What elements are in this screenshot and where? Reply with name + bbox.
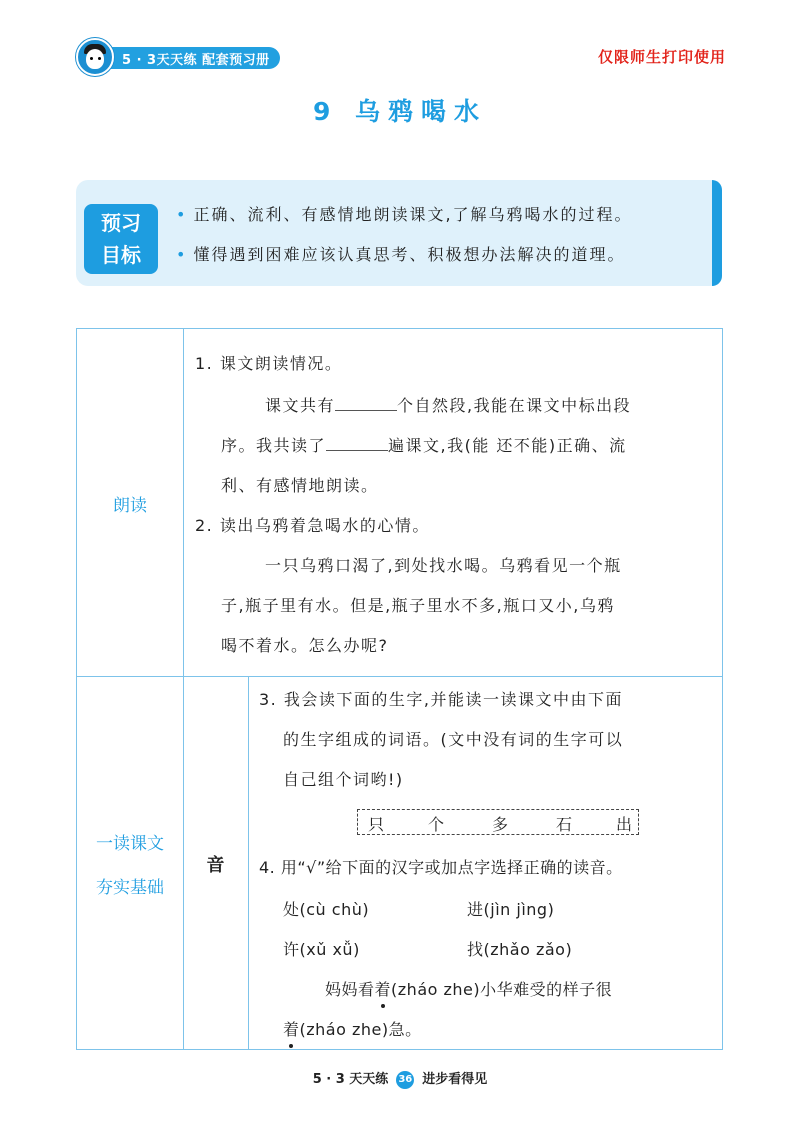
emphasis-char: 着 <box>374 980 392 999</box>
emphasis-char: 着 <box>283 1020 300 1039</box>
new-character: 石 <box>556 815 573 834</box>
column-divider <box>183 329 184 1049</box>
question-3-line-3: 自己组个词哟!) <box>283 770 404 789</box>
section-label-reading: 朗读 <box>113 496 147 516</box>
question-1-title: 1. 课文朗读情况。 <box>195 354 343 373</box>
character-box <box>357 809 639 835</box>
section-label-basics-2: 夯实基础 <box>96 878 164 898</box>
print-notice: 仅限师生打印使用 <box>597 48 726 66</box>
footer-slogan: 进步看得见 <box>422 1072 488 1087</box>
pinyin-choice: 进(jìn jìng) <box>467 900 555 919</box>
row-divider <box>77 676 722 677</box>
pinyin-choice: 找(zhǎo zǎo) <box>467 940 573 959</box>
passage-line: 一只乌鸦口渴了,到处找水喝。乌鸦看见一个瓶 <box>265 556 622 575</box>
lesson-title: 9 乌鸦喝水 <box>312 97 488 126</box>
new-character: 个 <box>428 815 445 834</box>
pinyin-options[interactable]: (zháo zhe)急。 <box>299 1020 422 1039</box>
goal-item <box>176 202 633 225</box>
preview-goals-box <box>76 180 722 286</box>
question-1-line-2: 序。我共读了 遍课文,我(能 还不能)正确、流 <box>221 436 627 455</box>
pinyin-choice: 处(cù chù) <box>283 900 370 919</box>
goal-item-text: 正确、流利、有感情地朗读课文,了解乌鸦喝水的过程。 <box>193 205 633 224</box>
goals-edge-decoration <box>712 180 722 286</box>
sentence-line-2 <box>283 1017 422 1040</box>
header-badge <box>76 38 282 76</box>
page-footer <box>0 1068 800 1089</box>
sentence-line-1: 妈妈看着(zháo zhe)小华难受的样子很 <box>325 980 613 999</box>
new-character: 出 <box>616 815 633 834</box>
pinyin-options[interactable]: (zháo zhe)小华难受的样子很 <box>391 980 613 999</box>
page-number: 36 <box>396 1071 414 1089</box>
mascot-avatar-icon <box>76 38 114 76</box>
pinyin-options[interactable]: (jìn jìng) <box>483 900 555 919</box>
header-series-title: 5 · 3天天练 配套预习册 <box>122 53 270 68</box>
new-character: 多 <box>492 815 509 834</box>
passage-line: 喝不着水。怎么办呢? <box>221 636 389 655</box>
exercise-table <box>76 328 723 1050</box>
question-3-line-1: 3. 我会读下面的生字,并能读一读课文中由下面 <box>259 690 623 709</box>
pinyin-options[interactable]: (cù chù) <box>299 900 370 919</box>
question-2-title: 2. 读出乌鸦着急喝水的心情。 <box>195 516 430 535</box>
question-3-line-2: 的生字组成的词语。(文中没有词的生字可以 <box>283 730 624 749</box>
footer-series: 5 · 3 天天练 <box>312 1072 389 1087</box>
question-1-line-1: 课文共有 个自然段,我能在课文中标出段 <box>265 396 632 415</box>
fill-blank-times[interactable] <box>326 437 388 451</box>
pinyin-options[interactable]: (zhǎo zǎo) <box>483 940 573 959</box>
fill-blank-paragraphs[interactable] <box>335 397 397 411</box>
sub-label-pronunciation: 音 <box>206 855 225 876</box>
question-1-line-3: 利、有感情地朗读。 <box>221 476 379 495</box>
pinyin-options[interactable]: (xǔ xǚ) <box>299 940 360 959</box>
question-4-title: 4. 用“√”给下面的汉字或加点字选择正确的读音。 <box>259 858 623 877</box>
pinyin-choice: 许(xǔ xǚ) <box>283 940 360 959</box>
section-label-basics-1: 一读课文 <box>96 834 164 854</box>
bullet-icon: • <box>176 205 188 224</box>
goals-label-line2: 目标 <box>101 243 141 267</box>
goal-item <box>176 242 625 265</box>
new-character: 只 <box>368 815 385 834</box>
passage-line: 子,瓶子里有水。但是,瓶子里水不多,瓶口又小,乌鸦 <box>221 596 615 615</box>
goals-label <box>84 204 158 274</box>
column-divider <box>248 676 249 1049</box>
bullet-icon: • <box>176 245 188 264</box>
goals-label-line1: 预习 <box>101 211 141 235</box>
goal-item-text: 懂得遇到困难应该认真思考、积极想办法解决的道理。 <box>193 245 626 264</box>
